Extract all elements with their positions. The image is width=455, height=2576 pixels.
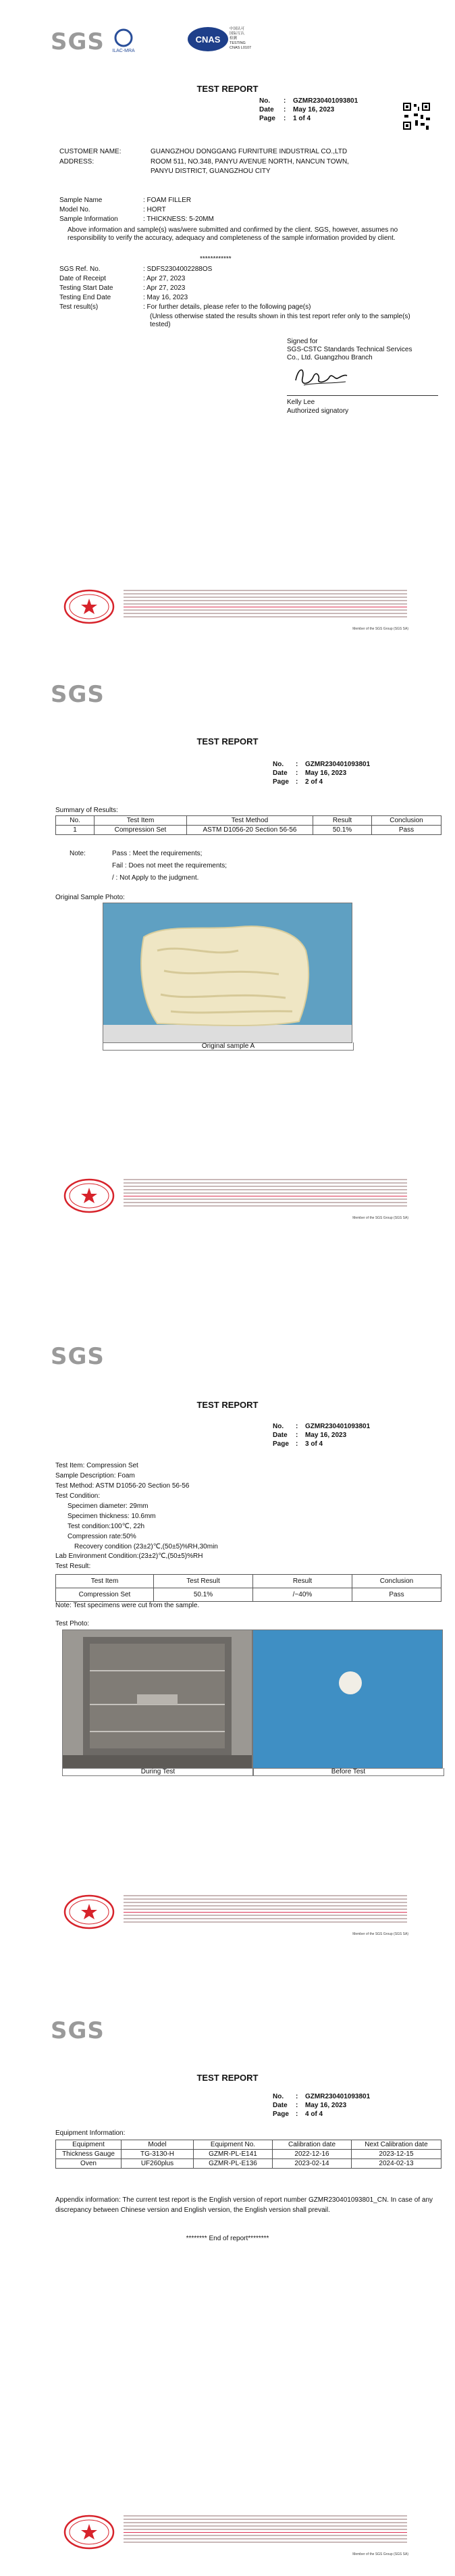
table-cell: Pass bbox=[352, 1588, 441, 1602]
before-test-photo bbox=[252, 1630, 443, 1769]
page-number: 4 of 4 bbox=[305, 2111, 323, 2118]
table-cell: 2024-02-13 bbox=[352, 2159, 441, 2169]
sgs-stamp-icon bbox=[63, 1178, 115, 1213]
signed-org: SGS-CSTC Standards Technical Services Co., Ltd. Guangzhou Branch bbox=[287, 346, 412, 361]
condition-item: Specimen thickness: 10.6mm bbox=[68, 1513, 156, 1520]
report-date: May 16, 2023 bbox=[305, 2102, 347, 2109]
no-label: No. bbox=[273, 761, 284, 768]
footer-fine-print bbox=[124, 588, 407, 624]
cnas-line: 国际互认 bbox=[230, 32, 245, 36]
table-header: Calibration date bbox=[273, 2140, 352, 2150]
customer-name-label: CUSTOMER NAME: bbox=[59, 148, 122, 155]
report-date: May 16, 2023 bbox=[305, 769, 347, 777]
sgs-ref: : SDFS2304002288OS bbox=[143, 266, 213, 273]
cnas-line: CNAS L0107 bbox=[230, 46, 252, 50]
address-label: ADDRESS: bbox=[59, 158, 95, 166]
table-header-row bbox=[56, 816, 441, 826]
table-cell: 2023-12-15 bbox=[352, 2150, 441, 2159]
photo-label: Original Sample Photo: bbox=[55, 894, 125, 901]
equipment-label: Equipment Information: bbox=[55, 2129, 126, 2137]
page-label: Page bbox=[273, 778, 289, 786]
summary-label: Summary of Results: bbox=[55, 807, 118, 814]
table-header: Equipment bbox=[56, 2140, 122, 2150]
table-cell: Oven bbox=[56, 2159, 122, 2169]
table-header-row bbox=[56, 2140, 441, 2150]
table-cell: 50.1% bbox=[313, 826, 372, 835]
date-label: Date bbox=[273, 769, 288, 777]
report-page-4 bbox=[0, 1979, 455, 2576]
note-na: / : Not Apply to the judgment. bbox=[112, 874, 199, 882]
footer-fine-print bbox=[124, 1177, 407, 1213]
sample-name: : FOAM FILLER bbox=[143, 197, 192, 204]
test-condition-label: Test Condition: bbox=[55, 1492, 101, 1500]
note-fail: Fail : Does not meet the requirements; bbox=[112, 862, 228, 869]
signature-line bbox=[287, 395, 438, 396]
table-header-row bbox=[56, 1575, 441, 1588]
condition-item: Compression rate:50% bbox=[68, 1533, 136, 1540]
caption-before-test: Before Test bbox=[252, 1768, 444, 1776]
table-row bbox=[56, 1588, 441, 1602]
report-page-3 bbox=[0, 1311, 455, 1979]
end-date: : May 16, 2023 bbox=[143, 294, 188, 301]
page-footer bbox=[57, 2513, 408, 2555]
cnas-line: 检测 bbox=[230, 36, 238, 41]
table-header: Result bbox=[313, 816, 372, 826]
condition-item: Test condition:100℃, 22h bbox=[68, 1523, 145, 1530]
cnas-logo-text: CNAS bbox=[195, 34, 221, 45]
date-label: Date bbox=[259, 106, 274, 113]
page-number: 2 of 4 bbox=[305, 778, 323, 786]
table-row bbox=[56, 2159, 441, 2169]
signatory-title: Authorized signatory bbox=[287, 407, 349, 415]
table-header: Result bbox=[253, 1575, 352, 1588]
model-label: Model No. bbox=[59, 206, 90, 213]
ilac-mra-logo bbox=[108, 27, 139, 54]
end-of-report: ******** End of report******** bbox=[186, 2235, 269, 2242]
customer-name: GUANGZHOU DONGGANG FURNITURE INDUSTRIAL CO.,LTD bbox=[151, 148, 348, 155]
signature bbox=[290, 363, 351, 390]
footer-fine-print bbox=[124, 2513, 407, 2550]
start-date: : Apr 27, 2023 bbox=[143, 284, 186, 292]
sgs-logo: SGS bbox=[51, 1343, 105, 1370]
foam-sample-image bbox=[103, 903, 352, 1042]
table-cell: 2022-12-16 bbox=[273, 2150, 352, 2159]
disclaimer-text: Above information and sample(s) was/were submitted and confirmed by the client. SGS, however, assumes no responsibility to verify the accuracy, adequacy and completeness of the sample information provided by client. bbox=[68, 226, 398, 242]
report-title: TEST REPORT bbox=[196, 84, 259, 94]
receipt-label: Date of Receipt bbox=[59, 275, 106, 282]
report-meta: No. : GZMR230401093801 Date : May 16, 2023 Page : 1 of 4 bbox=[259, 97, 358, 122]
table-cell: Compression Set bbox=[95, 826, 187, 835]
sgs-stamp-icon bbox=[63, 2515, 115, 2550]
cnas-line: TESTING bbox=[230, 41, 246, 45]
table-header: Test Item bbox=[95, 816, 187, 826]
report-meta: No. : GZMR230401093801 Date : May 16, 2023 Page : 2 of 4 bbox=[273, 761, 371, 786]
test-item-line: Test Item: Compression Set bbox=[55, 1462, 138, 1469]
footer-member: Member of the SGS Group (SGS SA) bbox=[352, 1216, 408, 1220]
original-sample-photo bbox=[103, 903, 352, 1043]
receipt-date: : Apr 27, 2023 bbox=[143, 275, 186, 282]
end-label: Testing End Date bbox=[59, 294, 111, 301]
page-footer bbox=[57, 1177, 408, 1219]
report-no: GZMR230401093801 bbox=[293, 97, 358, 105]
table-cell: Compression Set bbox=[56, 1588, 154, 1602]
table-cell: UF260plus bbox=[122, 2159, 194, 2169]
page-footer bbox=[57, 1893, 408, 1935]
table-header: Next Calibration date bbox=[352, 2140, 441, 2150]
table-header: Test Method bbox=[187, 816, 313, 826]
report-no: GZMR230401093801 bbox=[305, 1423, 371, 1430]
page-number: 1 of 4 bbox=[293, 115, 311, 122]
footer-member: Member of the SGS Group (SGS SA) bbox=[352, 2552, 408, 2556]
footer-fine-print bbox=[124, 1893, 407, 1929]
condition-item: Recovery condition (23±2)℃,(50±5)%RH,30min bbox=[74, 1543, 218, 1550]
ilac-mra-text: ILAC-MRA bbox=[112, 49, 135, 53]
table-header: Model bbox=[122, 2140, 194, 2150]
table-cell: 1 bbox=[56, 826, 95, 835]
appendix-text: Appendix information: The current test report is the English version of report number GZMR230401093801_CN. In case of any discrepancy between Chinese version and English version, the English version shall prevail. bbox=[55, 2196, 433, 2214]
table-cell: GZMR-PL-E136 bbox=[194, 2159, 273, 2169]
page-label: Page bbox=[273, 2111, 289, 2118]
table-header: Equipment No. bbox=[194, 2140, 273, 2150]
sgs-logo: SGS bbox=[51, 28, 105, 55]
photo-caption: Original sample A bbox=[103, 1042, 354, 1051]
report-meta: No. : GZMR230401093801 Date : May 16, 2023 Page : 3 of 4 bbox=[273, 1423, 371, 1448]
table-row bbox=[56, 826, 441, 835]
page-label: Page bbox=[259, 115, 275, 122]
separator-stars: ************ bbox=[200, 255, 232, 263]
start-label: Testing Start Date bbox=[59, 284, 113, 292]
condition-item: Specimen diameter: 29mm bbox=[68, 1502, 149, 1510]
no-label: No. bbox=[273, 2093, 284, 2100]
report-title: TEST REPORT bbox=[196, 2073, 259, 2083]
sgs-logo: SGS bbox=[51, 2017, 105, 2044]
report-page-2 bbox=[0, 649, 455, 1311]
report-title: TEST REPORT bbox=[196, 1400, 259, 1410]
sample-description-line: Sample Description: Foam bbox=[55, 1472, 135, 1480]
report-no: GZMR230401093801 bbox=[305, 2093, 371, 2100]
summary-table bbox=[55, 815, 441, 835]
sgs-stamp-icon bbox=[63, 589, 115, 624]
cnas-accreditation-text bbox=[230, 27, 251, 51]
result-table bbox=[55, 1574, 441, 1602]
address-line-1: ROOM 511, NO.348, PANYU AVENUE NORTH, NANCUN TOWN, bbox=[151, 158, 349, 166]
page-footer bbox=[57, 588, 408, 630]
test-method-line: Test Method: ASTM D1056-20 Section 56-56 bbox=[55, 1482, 190, 1490]
table-cell: Thickness Gauge bbox=[56, 2150, 122, 2159]
table-cell: 50.1% bbox=[154, 1588, 253, 1602]
results-note: (Unless otherwise stated the results shown in this test report refer only to the sample(s) tested) bbox=[150, 313, 410, 328]
caption-during-test: During Test bbox=[62, 1768, 254, 1776]
table-cell: Pass bbox=[372, 826, 441, 835]
report-page-1 bbox=[0, 0, 455, 649]
model-value: : HORT bbox=[143, 206, 166, 213]
report-no: GZMR230401093801 bbox=[305, 761, 371, 768]
page-number: 3 of 4 bbox=[305, 1440, 323, 1448]
cnas-line: 中国认可 bbox=[230, 27, 245, 31]
during-test-photo bbox=[62, 1630, 252, 1769]
note-pass: Pass : Meet the requirements; bbox=[112, 850, 203, 857]
table-cell: TG-3130-H bbox=[122, 2150, 194, 2159]
address-line-2: PANYU DISTRICT, GUANGZHOU CITY bbox=[151, 168, 271, 175]
table-cell: 2023-02-14 bbox=[273, 2159, 352, 2169]
table-header: Test Item bbox=[56, 1575, 154, 1588]
date-label: Date bbox=[273, 1432, 288, 1439]
note-label: Note: bbox=[70, 850, 86, 857]
table-cell: ASTM D1056-20 Section 56-56 bbox=[187, 826, 313, 835]
oven-photo bbox=[63, 1630, 252, 1768]
report-title: TEST REPORT bbox=[196, 736, 259, 747]
sgs-ref-label: SGS Ref. No. bbox=[59, 266, 101, 273]
test-info bbox=[55, 1461, 189, 1501]
report-meta: No. : GZMR230401093801 Date : May 16, 2023 Page : 4 of 4 bbox=[273, 2093, 371, 2118]
report-date: May 16, 2023 bbox=[305, 1432, 347, 1439]
specimen-photo bbox=[253, 1630, 442, 1768]
table-header: Test Result bbox=[154, 1575, 253, 1588]
no-label: No. bbox=[273, 1423, 284, 1430]
results-text: : For further details, please refer to the following page(s) bbox=[143, 303, 311, 311]
equipment-table bbox=[55, 2140, 441, 2169]
test-conditions bbox=[68, 1501, 218, 1552]
test-photo-label: Test Photo: bbox=[55, 1620, 90, 1627]
sgs-stamp-icon bbox=[63, 1894, 115, 1929]
signed-for: Signed for bbox=[287, 338, 318, 345]
table-cell: /~40% bbox=[253, 1588, 352, 1602]
table-header: Conclusion bbox=[372, 816, 441, 826]
footer-member: Member of the SGS Group (SGS SA) bbox=[352, 1932, 408, 1936]
table-header: Conclusion bbox=[352, 1575, 441, 1588]
table-row bbox=[56, 2150, 441, 2159]
sample-info-label: Sample Information bbox=[59, 216, 118, 223]
qr-code bbox=[402, 101, 431, 131]
table-header: No. bbox=[56, 816, 95, 826]
date-label: Date bbox=[273, 2102, 288, 2109]
test-result-label: Test Result: bbox=[55, 1563, 91, 1570]
table-cell: GZMR-PL-E141 bbox=[194, 2150, 273, 2159]
no-label: No. bbox=[259, 97, 271, 105]
sample-info: : THICKNESS: 5-20MM bbox=[143, 216, 214, 223]
report-date: May 16, 2023 bbox=[293, 106, 335, 113]
results-label: Test result(s) bbox=[59, 303, 99, 311]
footer-member: Member of the SGS Group (SGS SA) bbox=[352, 627, 408, 631]
sample-name-label: Sample Name bbox=[59, 197, 103, 204]
lab-environment: Lab Environment Condition:(23±2)℃,(50±5)%RH bbox=[55, 1552, 203, 1560]
cnas-logo bbox=[186, 26, 230, 53]
sgs-logo: SGS bbox=[51, 681, 105, 708]
signatory-name: Kelly Lee bbox=[287, 399, 315, 406]
page-label: Page bbox=[273, 1440, 289, 1448]
test-note: Note: Test specimens were cut from the sample. bbox=[55, 1602, 200, 1609]
